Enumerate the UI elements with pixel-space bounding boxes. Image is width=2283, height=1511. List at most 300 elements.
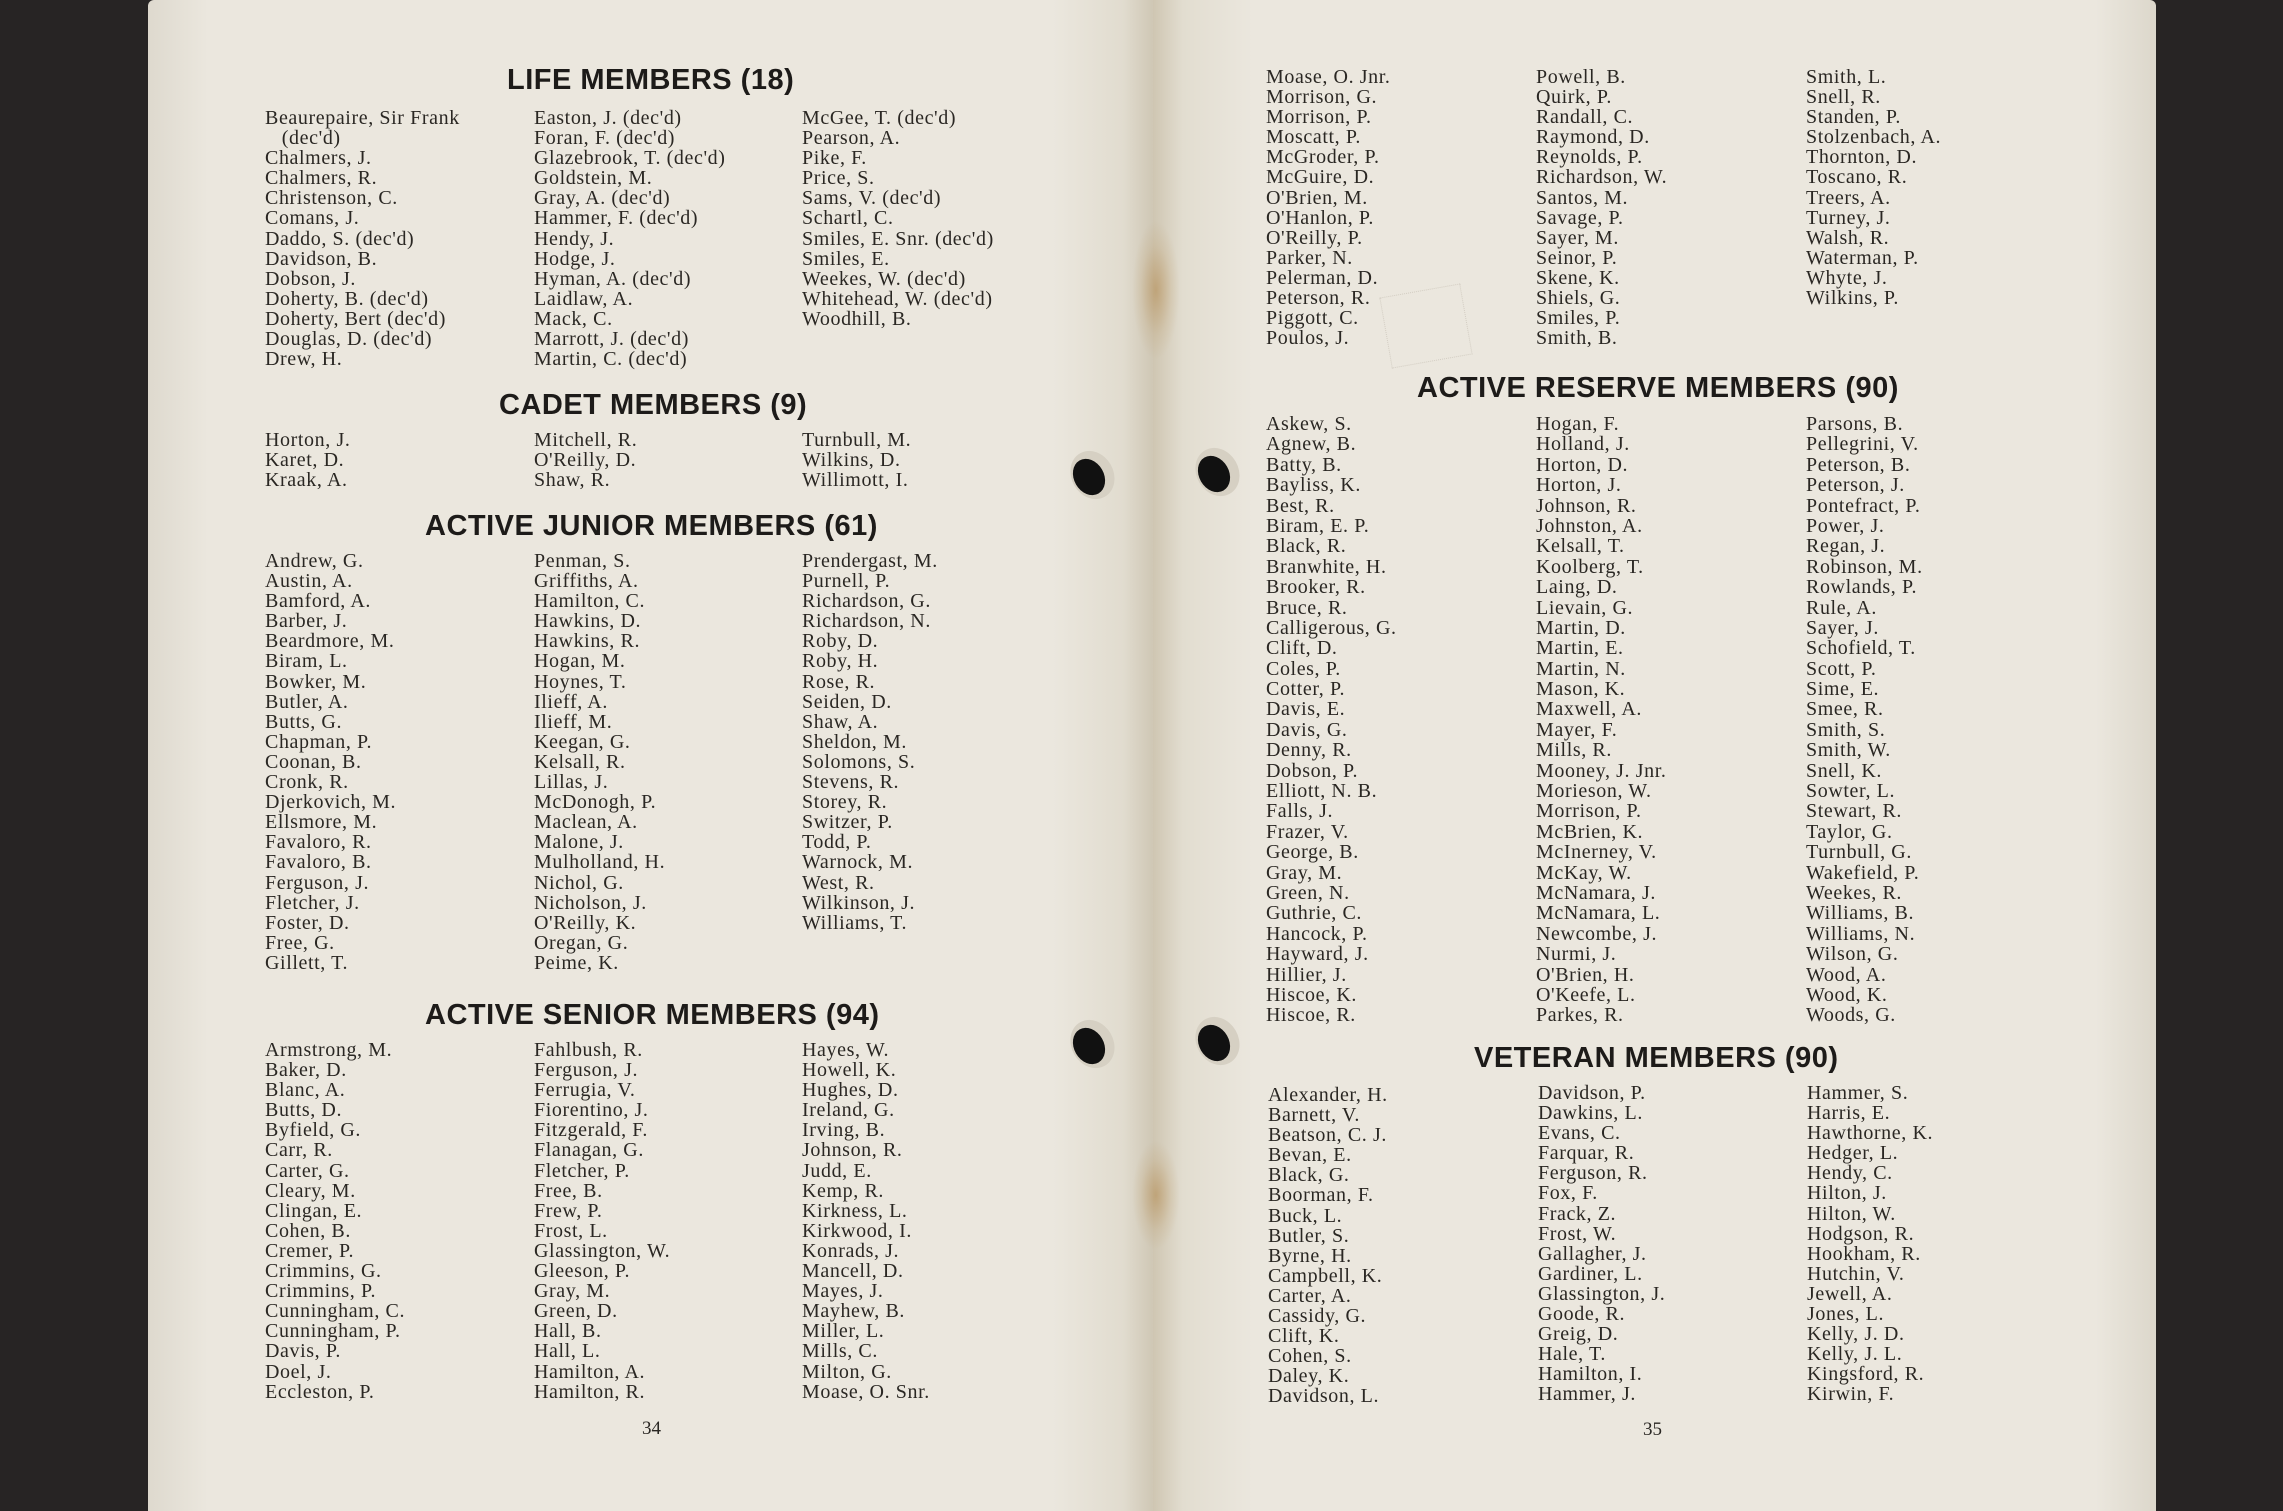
member-name: Wakefield, P. bbox=[1806, 861, 1920, 884]
name-list bbox=[265, 551, 396, 973]
member-name: O'Brien, H. bbox=[1536, 963, 1635, 986]
member-name: Shaw, A. bbox=[802, 710, 879, 733]
member-name: Marrott, J. (dec'd) bbox=[534, 328, 689, 351]
member-name: Calligerous, G. bbox=[1266, 616, 1397, 639]
member-name: (dec'd) bbox=[265, 127, 341, 150]
name-list bbox=[265, 108, 460, 369]
member-name: Kraak, A. bbox=[265, 469, 348, 492]
member-name: Ilieff, A. bbox=[534, 690, 608, 713]
member-name: McInerney, V. bbox=[1536, 841, 1657, 864]
member-name: Flanagan, G. bbox=[534, 1139, 644, 1162]
member-name: Sayer, J. bbox=[1806, 616, 1879, 639]
member-name: Butler, A. bbox=[265, 690, 349, 713]
member-name: Smee, R. bbox=[1806, 698, 1884, 721]
member-name: Mills, R. bbox=[1536, 739, 1612, 762]
name-list bbox=[1806, 67, 1941, 308]
member-name: Mack, C. bbox=[534, 307, 613, 330]
member-name: Howell, K. bbox=[802, 1059, 897, 1082]
member-name: Davidson, P. bbox=[1538, 1082, 1646, 1104]
member-name: Frack, Z. bbox=[1538, 1202, 1617, 1225]
member-name: Wilkins, D. bbox=[802, 449, 901, 472]
member-name: Blanc, A. bbox=[265, 1079, 346, 1102]
member-name: Crimmins, G. bbox=[265, 1260, 382, 1283]
member-name: Santos, M. bbox=[1536, 186, 1629, 209]
member-name: O'Reilly, P. bbox=[1266, 226, 1363, 249]
member-name: Foran, F. (dec'd) bbox=[534, 127, 676, 150]
name-list bbox=[802, 1040, 930, 1402]
member-name: Gray, M. bbox=[1266, 861, 1343, 884]
member-name: Fox, F. bbox=[1538, 1182, 1598, 1205]
member-name: Fitzgerald, F. bbox=[534, 1119, 649, 1142]
member-name: Rose, R. bbox=[802, 670, 876, 693]
member-name: Dawkins, L. bbox=[1538, 1102, 1643, 1125]
member-name: Hodge, J. bbox=[534, 247, 616, 270]
member-name: Nicholson, J. bbox=[534, 891, 647, 914]
name-list bbox=[265, 1040, 405, 1402]
member-name: Peterson, R. bbox=[1266, 287, 1371, 310]
member-name: Chalmers, R. bbox=[265, 167, 378, 190]
member-name: Ferguson, J. bbox=[534, 1059, 639, 1082]
member-name: Daley, K. bbox=[1268, 1365, 1350, 1388]
member-name: Wilkins, P. bbox=[1806, 287, 1900, 310]
member-name: Kelly, J. L. bbox=[1807, 1343, 1903, 1366]
member-name: Johnston, A. bbox=[1536, 514, 1643, 537]
member-name: Dobson, P. bbox=[1266, 759, 1359, 782]
member-name: Piggott, C. bbox=[1266, 307, 1359, 330]
member-name: Fletcher, P. bbox=[534, 1159, 630, 1182]
member-name: Taylor, G. bbox=[1806, 820, 1893, 843]
member-name: Ferguson, J. bbox=[265, 871, 370, 894]
member-name: Pontefract, P. bbox=[1806, 494, 1921, 517]
member-name: Wood, A. bbox=[1806, 963, 1887, 986]
member-name: Hall, B. bbox=[534, 1320, 602, 1343]
member-name: Comans, J. bbox=[265, 207, 360, 230]
member-name: Mayer, F. bbox=[1536, 718, 1618, 741]
member-name: Beardmore, M. bbox=[265, 630, 395, 653]
member-name: Sams, V. (dec'd) bbox=[802, 187, 942, 210]
member-name: Hamilton, R. bbox=[534, 1380, 646, 1403]
member-name: Evans, C. bbox=[1538, 1122, 1621, 1145]
member-name: Konrads, J. bbox=[802, 1239, 900, 1262]
member-name: Horton, J. bbox=[1536, 474, 1622, 497]
name-list bbox=[265, 430, 350, 490]
member-name: Martin, D. bbox=[1536, 616, 1626, 639]
member-name: Penman, S. bbox=[534, 550, 631, 572]
member-name: Milton, G. bbox=[802, 1360, 892, 1383]
member-name: Kingsford, R. bbox=[1807, 1363, 1925, 1386]
member-name: Richardson, W. bbox=[1536, 166, 1668, 189]
name-list bbox=[534, 108, 726, 369]
member-name: Whyte, J. bbox=[1806, 266, 1888, 289]
member-name: Powell, B. bbox=[1536, 66, 1626, 88]
member-name: Clingan, E. bbox=[265, 1199, 363, 1222]
member-name: Kirwin, F. bbox=[1807, 1383, 1895, 1406]
veteran-members-heading: VETERAN MEMBERS (90) bbox=[1474, 1042, 1839, 1074]
member-name: Solomons, S. bbox=[802, 750, 916, 773]
member-name: Hogan, M. bbox=[534, 650, 626, 673]
member-name: Davis, P. bbox=[265, 1340, 341, 1363]
member-name: Bayliss, K. bbox=[1266, 474, 1361, 497]
member-name: Lievain, G. bbox=[1536, 596, 1634, 619]
member-name: Ferguson, R. bbox=[1538, 1162, 1648, 1185]
member-name: Eccleston, P. bbox=[265, 1380, 375, 1403]
member-name: Foster, D. bbox=[265, 911, 350, 934]
member-name: Nichol, G. bbox=[534, 871, 624, 894]
member-name: Morrison, P. bbox=[1536, 800, 1642, 823]
member-name: Standen, P. bbox=[1806, 106, 1901, 129]
member-name: Raymond, D. bbox=[1536, 126, 1650, 149]
member-name: Cremer, P. bbox=[265, 1239, 355, 1262]
member-name: Falls, J. bbox=[1266, 800, 1334, 823]
member-name: Todd, P. bbox=[802, 831, 872, 854]
member-name: O'Hanlon, P. bbox=[1266, 206, 1375, 229]
member-name: Moscatt, P. bbox=[1266, 126, 1361, 149]
member-name: Bowker, M. bbox=[265, 670, 367, 693]
active-reserve-heading: ACTIVE RESERVE MEMBERS (90) bbox=[1417, 372, 1899, 404]
member-name: Carter, G. bbox=[265, 1159, 350, 1182]
member-name: Campbell, K. bbox=[1268, 1264, 1383, 1287]
member-name: Toscano, R. bbox=[1806, 166, 1908, 189]
member-name: Batty, B. bbox=[1266, 453, 1342, 476]
member-name: Gray, A. (dec'd) bbox=[534, 187, 671, 210]
member-name: Glazebrook, T. (dec'd) bbox=[534, 147, 726, 170]
member-name: Savage, P. bbox=[1536, 206, 1624, 229]
member-name: Wilkinson, J. bbox=[802, 891, 916, 914]
page-number: 34 bbox=[642, 1418, 661, 1439]
member-name: Byrne, H. bbox=[1268, 1244, 1352, 1267]
member-name: Hendy, C. bbox=[1807, 1162, 1893, 1185]
member-name: Seinor, P. bbox=[1536, 246, 1618, 269]
member-name: Koolberg, T. bbox=[1536, 555, 1644, 578]
member-name: Morrison, G. bbox=[1266, 86, 1378, 109]
member-name: Hiscoe, R. bbox=[1266, 1004, 1356, 1027]
member-name: Gleeson, P. bbox=[534, 1260, 631, 1283]
member-name: Storey, R. bbox=[802, 791, 888, 814]
member-name: Parkes, R. bbox=[1536, 1004, 1624, 1027]
name-list bbox=[802, 551, 938, 933]
member-name: Davis, G. bbox=[1266, 718, 1348, 741]
member-name: Parker, N. bbox=[1266, 246, 1353, 269]
member-name: Goode, R. bbox=[1538, 1303, 1626, 1326]
member-name: Smith, W. bbox=[1806, 739, 1891, 762]
member-name: Oregan, G. bbox=[534, 931, 629, 954]
member-name: Moase, O. Jnr. bbox=[1266, 66, 1391, 88]
member-name: Smiles, E. Snr. (dec'd) bbox=[802, 227, 994, 250]
member-name: Pearson, A. bbox=[802, 127, 901, 150]
member-name: Green, N. bbox=[1266, 881, 1350, 904]
member-name: Mulholland, H. bbox=[534, 851, 666, 874]
member-name: Farquar, R. bbox=[1538, 1142, 1635, 1165]
member-name: Mitchell, R. bbox=[534, 429, 638, 451]
member-name: Branwhite, H. bbox=[1266, 555, 1387, 578]
member-name: Mason, K. bbox=[1536, 678, 1626, 701]
member-name: Shiels, G. bbox=[1536, 287, 1621, 310]
member-name: Crimmins, P. bbox=[265, 1280, 377, 1303]
member-name: Hilton, J. bbox=[1807, 1182, 1887, 1205]
member-name: Bevan, E. bbox=[1268, 1144, 1352, 1167]
member-name: Snell, K. bbox=[1806, 759, 1882, 782]
member-name: Keegan, G. bbox=[534, 730, 631, 753]
member-name: Sime, E. bbox=[1806, 678, 1880, 701]
member-name: Armstrong, M. bbox=[265, 1039, 393, 1061]
member-name: Turnbull, M. bbox=[802, 429, 912, 451]
active-junior-heading: ACTIVE JUNIOR MEMBERS (61) bbox=[425, 510, 878, 542]
member-name: Karet, D. bbox=[265, 449, 345, 472]
member-name: Kirkwood, I. bbox=[802, 1219, 912, 1242]
member-name: Rowlands, P. bbox=[1806, 576, 1918, 599]
member-name: Woods, G. bbox=[1806, 1004, 1896, 1027]
member-name: Chalmers, J. bbox=[265, 147, 372, 170]
member-name: Warnock, M. bbox=[802, 851, 914, 874]
member-name: Lillas, J. bbox=[534, 771, 609, 794]
member-name: Nurmi, J. bbox=[1536, 943, 1617, 966]
member-name: Hancock, P. bbox=[1266, 922, 1368, 945]
page-number: 35 bbox=[1643, 1419, 1662, 1440]
member-name: Cleary, M. bbox=[265, 1179, 356, 1202]
member-name: Coonan, B. bbox=[265, 750, 362, 773]
member-name: Jewell, A. bbox=[1807, 1282, 1893, 1305]
member-name: Butler, S. bbox=[1268, 1224, 1350, 1247]
active-senior-heading: ACTIVE SENIOR MEMBERS (94) bbox=[425, 999, 880, 1031]
member-name: Morieson, W. bbox=[1536, 780, 1652, 803]
member-name: Frost, L. bbox=[534, 1219, 608, 1242]
member-name: Best, R. bbox=[1266, 494, 1335, 517]
member-name: Hawkins, D. bbox=[534, 610, 642, 633]
member-name: Mills, C. bbox=[802, 1340, 878, 1363]
member-name: Martin, E. bbox=[1536, 637, 1624, 660]
member-name: Kelsall, T. bbox=[1536, 535, 1625, 558]
member-name: Harris, E. bbox=[1807, 1102, 1891, 1125]
member-name: Johnson, R. bbox=[802, 1139, 903, 1162]
name-list bbox=[802, 430, 911, 490]
member-name: Scott, P. bbox=[1806, 657, 1877, 680]
member-name: Peime, K. bbox=[534, 951, 619, 974]
member-name: Pike, F. bbox=[802, 147, 867, 170]
member-name: Maxwell, A. bbox=[1536, 698, 1643, 721]
member-name: Richardson, G. bbox=[802, 590, 931, 613]
member-name: Easton, J. (dec'd) bbox=[534, 107, 682, 129]
member-name: Williams, N. bbox=[1806, 922, 1916, 945]
member-name: Moase, O. Snr. bbox=[802, 1380, 930, 1403]
member-name: Weekes, R. bbox=[1806, 881, 1903, 904]
member-name: Frew, P. bbox=[534, 1199, 603, 1222]
member-name: Cassidy, G. bbox=[1268, 1305, 1367, 1328]
member-name: Cohen, B. bbox=[265, 1219, 351, 1242]
member-name: Weekes, W. (dec'd) bbox=[802, 267, 966, 290]
name-list bbox=[1538, 1083, 1665, 1405]
member-name: Hogan, F. bbox=[1536, 413, 1620, 435]
member-name: Davidson, L. bbox=[1268, 1385, 1380, 1408]
member-name: Price, S. bbox=[802, 167, 875, 190]
member-name: Biram, L. bbox=[265, 650, 348, 673]
member-name: Sayer, M. bbox=[1536, 226, 1619, 249]
member-name: Goldstein, M. bbox=[534, 167, 653, 190]
member-name: Black, R. bbox=[1266, 535, 1347, 558]
member-name: Hayes, W. bbox=[802, 1039, 890, 1061]
member-name: Ellsmore, M. bbox=[265, 811, 378, 834]
member-name: Austin, A. bbox=[265, 570, 353, 593]
member-name: Stewart, R. bbox=[1806, 800, 1903, 823]
member-name: Snell, R. bbox=[1806, 86, 1881, 109]
member-name: Gillett, T. bbox=[265, 951, 349, 974]
member-name: Hyman, A. (dec'd) bbox=[534, 267, 692, 290]
member-name: Drew, H. bbox=[265, 348, 343, 371]
member-name: Roby, D. bbox=[802, 630, 879, 653]
member-name: Carter, A. bbox=[1268, 1284, 1352, 1307]
member-name: Bamford, A. bbox=[265, 590, 372, 613]
member-name: Smith, S. bbox=[1806, 718, 1886, 741]
member-name: McDonogh, P. bbox=[534, 791, 657, 814]
member-name: Stevens, R. bbox=[802, 771, 900, 794]
member-name: Willimott, I. bbox=[802, 469, 909, 492]
member-name: Turnbull, G. bbox=[1806, 841, 1912, 864]
water-stain bbox=[1132, 1140, 1180, 1250]
member-name: Smith, L. bbox=[1806, 66, 1887, 88]
member-name: Williams, T. bbox=[802, 911, 908, 934]
member-name: Carr, R. bbox=[265, 1139, 333, 1162]
member-name: Smiles, P. bbox=[1536, 307, 1621, 330]
member-name: Mayhew, B. bbox=[802, 1300, 906, 1323]
member-name: Free, B. bbox=[534, 1179, 603, 1202]
member-name: Maclean, A. bbox=[534, 811, 638, 834]
member-name: Byfield, G. bbox=[265, 1119, 362, 1142]
member-name: Hedger, L. bbox=[1807, 1142, 1899, 1165]
member-name: Daddo, S. (dec'd) bbox=[265, 227, 415, 250]
member-name: Greig, D. bbox=[1538, 1323, 1619, 1346]
member-name: Frost, W. bbox=[1538, 1222, 1617, 1245]
member-name: Hughes, D. bbox=[802, 1079, 899, 1102]
member-name: Gardiner, L. bbox=[1538, 1262, 1643, 1285]
member-name: Cunningham, P. bbox=[265, 1320, 401, 1343]
member-name: Griffiths, A. bbox=[534, 570, 639, 593]
member-name: Black, G. bbox=[1268, 1164, 1350, 1187]
member-name: Agnew, B. bbox=[1266, 433, 1357, 456]
member-name: Butts, D. bbox=[265, 1099, 343, 1122]
member-name: McBrien, K. bbox=[1536, 820, 1644, 843]
member-name: Williams, B. bbox=[1806, 902, 1915, 925]
member-name: Barnett, V. bbox=[1268, 1104, 1360, 1127]
name-list bbox=[1266, 67, 1391, 348]
member-name: Laing, D. bbox=[1536, 576, 1618, 599]
member-name: Richardson, N. bbox=[802, 610, 931, 633]
member-name: Beaurepaire, Sir Frank bbox=[265, 107, 460, 129]
member-name: Switzer, P. bbox=[802, 811, 893, 834]
member-name: Kemp, R. bbox=[802, 1179, 885, 1202]
member-name: Kelly, J. D. bbox=[1807, 1323, 1905, 1346]
member-name: Martin, N. bbox=[1536, 657, 1626, 680]
name-list bbox=[534, 551, 665, 973]
member-name: Wood, K. bbox=[1806, 983, 1888, 1006]
member-name: Guthrie, C. bbox=[1266, 902, 1363, 925]
member-name: Kelsall, R. bbox=[534, 750, 626, 773]
member-name: Peterson, B. bbox=[1806, 453, 1911, 476]
water-stain bbox=[1132, 220, 1180, 360]
member-name: O'Keefe, L. bbox=[1536, 983, 1636, 1006]
member-name: Davis, E. bbox=[1266, 698, 1346, 721]
member-name: Bruce, R. bbox=[1266, 596, 1348, 619]
member-name: Chapman, P. bbox=[265, 730, 373, 753]
member-name: Purnell, P. bbox=[802, 570, 891, 593]
member-name: Prendergast, M. bbox=[802, 550, 938, 572]
member-name: Ferrugia, V. bbox=[534, 1079, 636, 1102]
member-name: Cronk, R. bbox=[265, 771, 349, 794]
member-name: Hoynes, T. bbox=[534, 670, 627, 693]
member-name: Clift, D. bbox=[1266, 637, 1338, 660]
member-name: Hawthorne, K. bbox=[1807, 1122, 1934, 1145]
member-name: Holland, J. bbox=[1536, 433, 1630, 456]
member-name: Roby, H. bbox=[802, 650, 879, 673]
member-name: Mancell, D. bbox=[802, 1260, 904, 1283]
member-name: Brooker, R. bbox=[1266, 576, 1366, 599]
name-list bbox=[1268, 1085, 1388, 1407]
member-name: Clift, K. bbox=[1268, 1325, 1340, 1348]
member-name: Favaloro, B. bbox=[265, 851, 372, 874]
name-list bbox=[1807, 1083, 1933, 1405]
member-name: Coles, P. bbox=[1266, 657, 1341, 680]
member-name: George, B. bbox=[1266, 841, 1359, 864]
member-name: Dobson, J. bbox=[265, 267, 357, 290]
member-name: Pelerman, D. bbox=[1266, 266, 1379, 289]
member-name: Hamilton, A. bbox=[534, 1360, 646, 1383]
member-name: O'Reilly, D. bbox=[534, 449, 637, 472]
member-name: Power, J. bbox=[1806, 514, 1885, 537]
member-name: Hodgson, R. bbox=[1807, 1222, 1915, 1245]
member-name: Hammer, F. (dec'd) bbox=[534, 207, 699, 230]
member-name: McNamara, J. bbox=[1536, 881, 1656, 904]
member-name: Barber, J. bbox=[265, 610, 348, 633]
member-name: Parsons, B. bbox=[1806, 413, 1904, 435]
member-name: Thornton, D. bbox=[1806, 146, 1918, 169]
member-name: Reynolds, P. bbox=[1536, 146, 1643, 169]
member-name: Newcombe, J. bbox=[1536, 922, 1658, 945]
member-name: Pellegrini, V. bbox=[1806, 433, 1919, 456]
member-name: Green, D. bbox=[534, 1300, 618, 1323]
member-name: Hammer, J. bbox=[1538, 1383, 1636, 1406]
member-name: McGuire, D. bbox=[1266, 166, 1375, 189]
member-name: Beatson, C. J. bbox=[1268, 1124, 1387, 1147]
member-name: Seiden, D. bbox=[802, 690, 892, 713]
member-name: Hilton, W. bbox=[1807, 1202, 1896, 1225]
member-name: Schartl, C. bbox=[802, 207, 894, 230]
member-name: Ilieff, M. bbox=[534, 710, 613, 733]
member-name: Gray, M. bbox=[534, 1280, 611, 1303]
member-name: Baker, D. bbox=[265, 1059, 347, 1082]
name-list bbox=[802, 108, 994, 329]
member-name: Sheldon, M. bbox=[802, 730, 907, 753]
member-name: Doel, J. bbox=[265, 1360, 332, 1383]
member-name: Mayes, J. bbox=[802, 1280, 884, 1303]
member-name: Askew, S. bbox=[1266, 413, 1352, 435]
member-name: Butts, G. bbox=[265, 710, 343, 733]
member-name: Whitehead, W. (dec'd) bbox=[802, 287, 993, 310]
member-name: Peterson, J. bbox=[1806, 474, 1905, 497]
member-name: McGee, T. (dec'd) bbox=[802, 107, 957, 129]
member-name: Laidlaw, A. bbox=[534, 287, 634, 310]
member-name: Glassington, W. bbox=[534, 1239, 671, 1262]
member-name: Skene, K. bbox=[1536, 266, 1620, 289]
member-name: Favaloro, R. bbox=[265, 831, 372, 854]
member-name: Hawkins, R. bbox=[534, 630, 641, 653]
member-name: Hall, L. bbox=[534, 1340, 601, 1363]
member-name: Jones, L. bbox=[1807, 1303, 1885, 1326]
member-name: Johnson, R. bbox=[1536, 494, 1637, 517]
member-name: Denny, R. bbox=[1266, 739, 1352, 762]
member-name: Hookham, R. bbox=[1807, 1242, 1921, 1265]
member-name: Hammer, S. bbox=[1807, 1082, 1909, 1104]
member-name: Martin, C. (dec'd) bbox=[534, 348, 688, 371]
member-name: Cotter, P. bbox=[1266, 678, 1346, 701]
member-name: Cunningham, C. bbox=[265, 1300, 406, 1323]
